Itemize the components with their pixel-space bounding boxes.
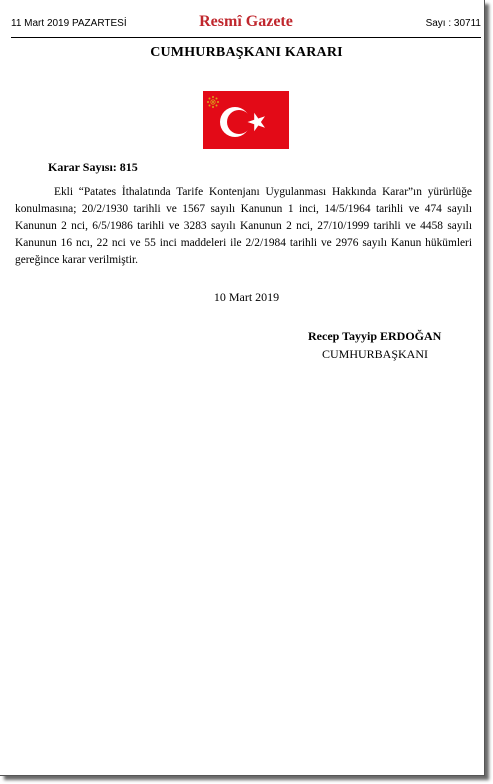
decision-body xyxy=(15,184,472,269)
signer-name: Recep Tayyip ERDOĞAN xyxy=(308,329,442,343)
signer-title: CUMHURBAŞKANI xyxy=(322,347,429,361)
decision-number: Karar Sayısı: 815 xyxy=(48,160,138,174)
gazette-title: Resmî Gazete xyxy=(199,13,293,30)
issue-number: Sayı : 30711 xyxy=(425,18,481,29)
signature-date: 10 Mart 2019 xyxy=(213,290,280,304)
gazette-header xyxy=(11,13,481,38)
presidential-flag-icon xyxy=(203,91,289,149)
header-date: 11 Mart 2019 PAZARTESİ xyxy=(11,18,127,29)
decision-paragraph: Ekli “Patates İthalatında Tarife Kontenjanı Uygulanması Hakkında Karar”ın yürürlüğe konulmasına; 20/2/1930 tarihli ve 1567 sayılı Kanunun 1 inci, 14/5/1964 tarihli ve 474 sayılı Kanunun 2 nci, 6/5/1986 tarihli ve 3283 sayılı Kanunun 2 nci, 27/10/1999 tarihli ve 4458 sayılı Kanunun 16 ncı, 22 nci ve 55 inci maddeleri ile 2/2/1984 tarihli ve 2976 sayılı Kanun hükümleri gereğince karar verilmiştir. xyxy=(15,186,472,266)
document-title: CUMHURBAŞKANI KARARI xyxy=(150,45,343,60)
presidential-emblem-icon xyxy=(207,96,219,108)
